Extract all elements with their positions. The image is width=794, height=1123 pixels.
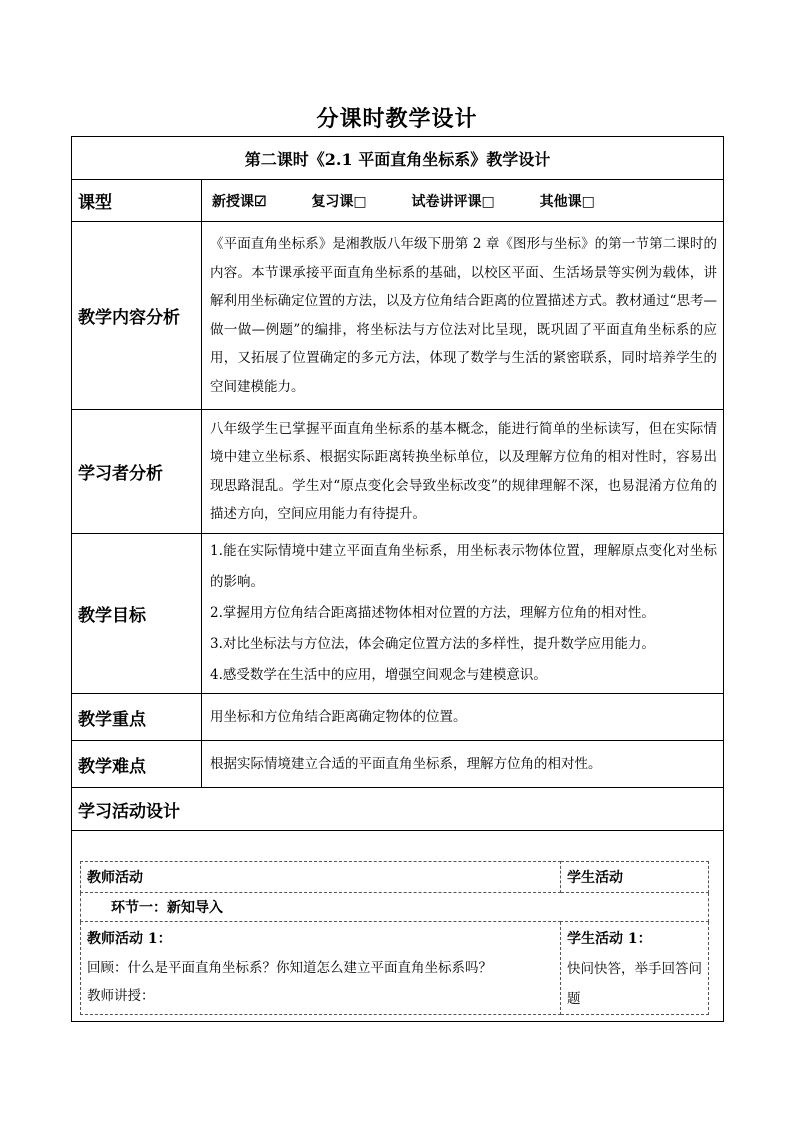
- type-option-review: 复习课□: [311, 193, 367, 210]
- difficulties-row: [72, 741, 724, 788]
- teaching-goals-list: [202, 534, 724, 694]
- activity-container: [72, 831, 724, 1022]
- key-points-text: 用坐标和方位角结合距离确定物体的位置。: [202, 694, 724, 741]
- key-points-label: 教学重点: [72, 694, 202, 741]
- activity-design-row: [72, 788, 724, 831]
- activity-table: [80, 861, 709, 1015]
- content-analysis-label: 教学内容分析: [72, 222, 202, 410]
- difficulties-label: 教学难点: [72, 741, 202, 788]
- goal-item-2: 2.掌握用方位角结合距离描述物体相对位置的方法，理解方位角的相对性。: [210, 605, 655, 621]
- activity-wrap: [72, 831, 723, 1021]
- teacher-activity-line-2: 教师讲授：: [87, 988, 155, 1004]
- student-activity-title: 学生活动 1：: [567, 931, 652, 947]
- goal-item-4: 4.感受数学在生活中的应用，增强空间观念与建模意识。: [210, 667, 547, 683]
- teacher-activity-line-1: 回顾：什么是平面直角坐标系？你知道怎么建立平面直角坐标系吗？: [87, 960, 492, 976]
- type-option-other: 其他课□: [539, 193, 595, 210]
- course-type-row: [72, 180, 724, 222]
- learner-analysis-text: [202, 410, 724, 534]
- goal-item-1: 1.能在实际情境中建立平面直角坐标系，用坐标表示物体位置，理解原点变化对坐标的影响。: [210, 543, 718, 590]
- lesson-title-row: [72, 137, 724, 180]
- student-activity-cell: [561, 922, 709, 1015]
- difficulties-text: 根据实际情境建立合适的平面直角坐标系，理解方位角的相对性。: [202, 741, 724, 788]
- step-title: 环节一：新知导入: [81, 893, 709, 922]
- student-activity-text: 快问快答，举手回答问题: [567, 961, 702, 1007]
- type-option-exam: 试卷讲评课□: [411, 193, 495, 210]
- content-analysis-row: [72, 222, 724, 410]
- learner-analysis-label: 学习者分析: [72, 410, 202, 534]
- key-points-row: [72, 694, 724, 741]
- teacher-activity-header: 教师活动: [81, 862, 561, 893]
- page-title: 分课时教学设计: [316, 106, 478, 132]
- content-analysis-text: [202, 222, 724, 410]
- step-row: [81, 893, 709, 922]
- teacher-activity-cell: [81, 922, 561, 1015]
- type-option-new: 新授课☑: [212, 193, 267, 210]
- learner-analysis-paragraph: 八年级学生已掌握平面直角坐标系的基本概念，能进行简单的坐标读写，但在实际情境中建立坐标系、根据实际距离转换坐标单位，以及理解方位角的相对性时，容易出现思路混乱。学生对“原点变化会导致坐标改变”的规律理解不深，也易混淆方位角的描述方向，空间应用能力有待提升。: [210, 420, 718, 522]
- teaching-goals-label: 教学目标: [72, 534, 202, 694]
- activity-header-row: [81, 862, 709, 893]
- teaching-goals-row: [72, 534, 724, 694]
- content-analysis-paragraph: 《平面直角坐标系》是湘教版八年级下册第 2 章《图形与坐标》的第一节第二课时的内容。本节课承接平面直角坐标系的基础，以校区平面、生活场景等实例为载体，讲解利用坐标确定位置的方法，以及方位角结合距离的位置描述方式。教材通过“思考—做一做—例题”的编排，将坐标法与方位法对比呈现，既巩固了平面直角坐标系的应用，又拓展了位置确定的多元方法，体现了数学与生活的紧密联系，同时培养学生的空间建模能力。: [210, 236, 718, 395]
- student-activity-header: 学生活动: [561, 862, 709, 893]
- goal-item-3: 3.对比坐标法与方位法，体会确定位置方法的多样性，提升数学应用能力。: [210, 636, 655, 652]
- activity-design-label: 学习活动设计: [72, 788, 724, 831]
- activity-table-row: [72, 831, 724, 1022]
- course-type-options: [202, 180, 724, 222]
- teacher-activity-title: 教师活动 1：: [87, 931, 172, 947]
- lesson-title: 第二课时《2.1 平面直角坐标系》教学设计: [72, 137, 724, 180]
- activity-body-row: [81, 922, 709, 1015]
- course-type-label: 课型: [72, 180, 202, 222]
- lesson-plan-table: [71, 136, 724, 1022]
- learner-analysis-row: [72, 410, 724, 534]
